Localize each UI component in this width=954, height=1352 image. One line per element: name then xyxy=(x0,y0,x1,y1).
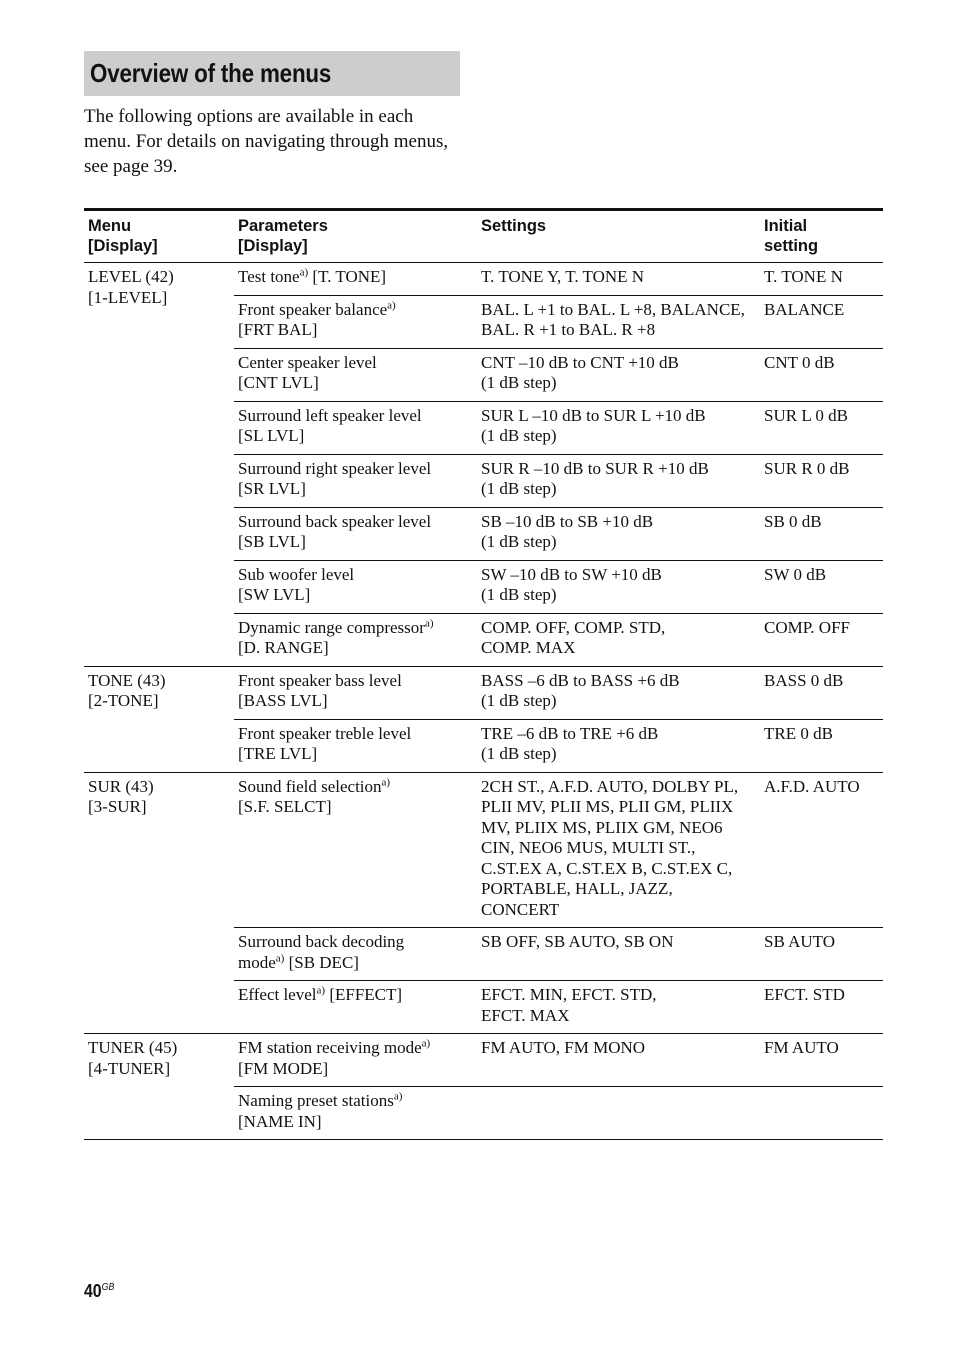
settings-cell: SW –10 dB to SW +10 dB (1 dB step) xyxy=(477,560,760,613)
table-row xyxy=(84,666,883,719)
parameter-cell: Front speaker treble level [TRE LVL] xyxy=(234,719,477,772)
parameter-cell: Sound field selection$^{a)}$ [S.F. SELCT] xyxy=(234,772,477,928)
table-row xyxy=(84,772,883,928)
initial-setting-cell: SB AUTO xyxy=(760,928,883,981)
menu-cell: TONE (43) [2-TONE] xyxy=(84,666,234,772)
header-initial-setting: Initial setting xyxy=(760,211,883,263)
menu-overview-table xyxy=(84,211,883,1140)
initial-setting-cell: COMP. OFF xyxy=(760,613,883,666)
parameter-cell: Center speaker level [CNT LVL] xyxy=(234,348,477,401)
initial-setting-cell: A.F.D. AUTO xyxy=(760,772,883,928)
settings-cell: BAL. L +1 to BAL. L +8, BALANCE, BAL. R +1 to BAL. R +8 xyxy=(477,295,760,348)
settings-cell: BASS –6 dB to BASS +6 dB (1 dB step) xyxy=(477,666,760,719)
parameter-cell: Dynamic range compressor$^{a)}$ [D. RANGE] xyxy=(234,613,477,666)
initial-setting-cell: SUR R 0 dB xyxy=(760,454,883,507)
initial-setting-cell: SB 0 dB xyxy=(760,507,883,560)
intro-paragraph: The following options are available in each menu. For details on navigating through menus, see page 39. xyxy=(84,106,449,177)
parameter-cell: Surround right speaker level [SR LVL] xyxy=(234,454,477,507)
header-menu: Menu [Display] xyxy=(84,211,234,263)
initial-setting-cell: SUR L 0 dB xyxy=(760,401,883,454)
settings-cell: 2CH ST., A.F.D. AUTO, DOLBY PL, PLII MV, PLII MS, PLII GM, PLIIX MV, PLIIX MS, PLIIX GM, NEO6 CIN, NEO6 MUS, MULTI ST., C.ST.EX A, C.ST.EX B, C.ST.EX C, PORTABLE, HALL, JAZZ, CONCERT xyxy=(477,772,760,928)
menu-cell: LEVEL (42) [1-LEVEL] xyxy=(84,263,234,667)
settings-cell xyxy=(477,1087,760,1140)
settings-cell: EFCT. MIN, EFCT. STD, EFCT. MAX xyxy=(477,981,760,1034)
parameter-cell: Sub woofer level [SW LVL] xyxy=(234,560,477,613)
initial-setting-cell: EFCT. STD xyxy=(760,981,883,1034)
settings-cell: COMP. OFF, COMP. STD, COMP. MAX xyxy=(477,613,760,666)
page-number: $40^{GB}$ xyxy=(84,1281,115,1301)
initial-setting-cell: T. TONE N xyxy=(760,263,883,296)
initial-setting-cell: SW 0 dB xyxy=(760,560,883,613)
initial-setting-cell: FM AUTO xyxy=(760,1034,883,1087)
parameter-cell: Surround left speaker level [SL LVL] xyxy=(234,401,477,454)
initial-setting-cell: TRE 0 dB xyxy=(760,719,883,772)
table-row xyxy=(84,1034,883,1087)
initial-setting-cell: BALANCE xyxy=(760,295,883,348)
parameter-cell: Front speaker balance$^{a)}$ [FRT BAL] xyxy=(234,295,477,348)
parameter-cell: Surround back decoding mode$^{a)}$ [SB DEC] xyxy=(234,928,477,981)
settings-cell: TRE –6 dB to TRE +6 dB (1 dB step) xyxy=(477,719,760,772)
settings-cell: SB –10 dB to SB +10 dB (1 dB step) xyxy=(477,507,760,560)
settings-cell: FM AUTO, FM MONO xyxy=(477,1034,760,1087)
parameter-cell: Effect level$^{a)}$ [EFFECT] xyxy=(234,981,477,1034)
parameter-cell: Surround back speaker level [SB LVL] xyxy=(234,507,477,560)
settings-cell: CNT –10 dB to CNT +10 dB (1 dB step) xyxy=(477,348,760,401)
parameter-cell: Naming preset stations$^{a)}$ [NAME IN] xyxy=(234,1087,477,1140)
header-parameters: Parameters [Display] xyxy=(234,211,477,263)
settings-cell: SUR R –10 dB to SUR R +10 dB (1 dB step) xyxy=(477,454,760,507)
parameter-cell: Test tone$^{a)}$ [T. TONE] xyxy=(234,263,477,296)
table-row xyxy=(84,263,883,296)
header-settings: Settings xyxy=(477,211,760,263)
section-title-bar xyxy=(84,51,460,96)
menu-cell: TUNER (45) [4-TUNER] xyxy=(84,1034,234,1140)
menu-cell: SUR (43) [3-SUR] xyxy=(84,772,234,1034)
page-title: Overview of the menus xyxy=(90,58,332,88)
table-header-row xyxy=(84,211,883,263)
parameter-cell: Front speaker bass level [BASS LVL] xyxy=(234,666,477,719)
initial-setting-cell xyxy=(760,1087,883,1140)
settings-cell: SUR L –10 dB to SUR L +10 dB (1 dB step) xyxy=(477,401,760,454)
settings-cell: SB OFF, SB AUTO, SB ON xyxy=(477,928,760,981)
initial-setting-cell: CNT 0 dB xyxy=(760,348,883,401)
settings-cell: T. TONE Y, T. TONE N xyxy=(477,263,760,296)
parameter-cell: FM station receiving mode$^{a)}$ [FM MODE] xyxy=(234,1034,477,1087)
initial-setting-cell: BASS 0 dB xyxy=(760,666,883,719)
